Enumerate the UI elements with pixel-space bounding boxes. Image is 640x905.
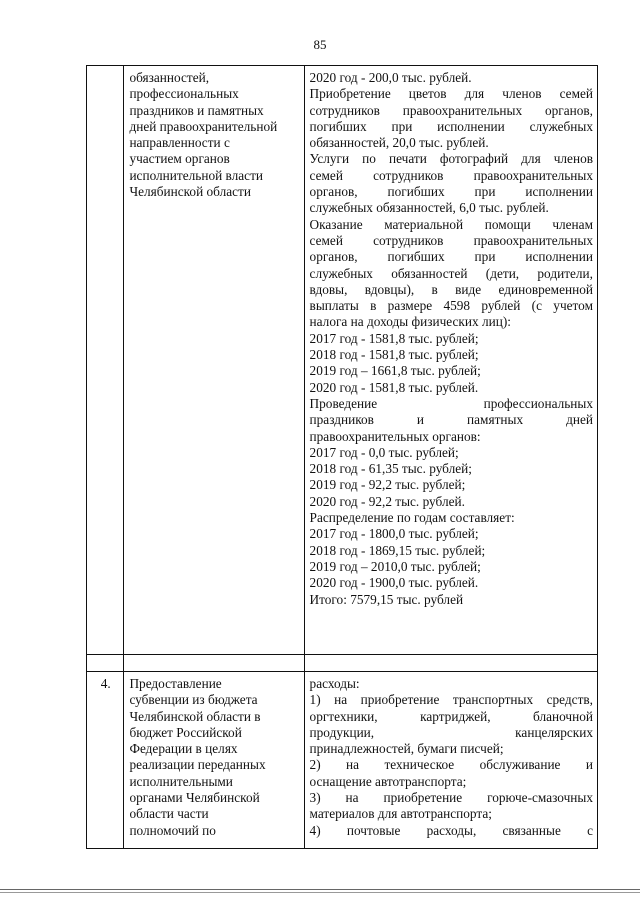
description-line: 3) на приобретение горюче-смазочных [309, 790, 593, 806]
description-line: вдовы, вдовцы), в виде единовременной [309, 281, 593, 297]
description-line: сотрудников правоохранительных органов, [309, 102, 593, 118]
name-line: профессиональных [129, 86, 239, 102]
description-line: семей сотрудников правоохранительных [309, 167, 593, 183]
description-line: погибших при исполнении служебных [309, 118, 593, 134]
description-line: 4) почтовые расходы, связанные с [309, 822, 593, 838]
description-line: 2018 год - 1581,8 тыс. рублей; [309, 347, 479, 363]
name-line: дней правоохранительной [129, 118, 278, 134]
description-line: 2020 год - 1581,8 тыс. рублей. [309, 379, 479, 395]
description-line: 2019 год – 1661,8 тыс. рублей; [309, 363, 481, 379]
row-number-cell: 4. [87, 672, 124, 849]
table-row [87, 66, 598, 655]
name-line: полномочий по [129, 822, 216, 838]
document-table [86, 65, 598, 849]
description-line: Приобретение цветов для членов семей [309, 86, 593, 102]
event-name-cell [124, 672, 304, 849]
description-line: 2020 год - 92,2 тыс. рублей. [309, 493, 465, 509]
table-row [87, 672, 598, 849]
footer-divider [0, 892, 640, 893]
description-line: Оказание материальной помощи членам [309, 216, 593, 232]
name-line: Предоставление [129, 676, 222, 691]
event-description-cell [304, 66, 597, 655]
description-line: 2020 год - 200,0 тыс. рублей. [309, 70, 472, 85]
description-line: 2018 год - 1869,15 тыс. рублей; [309, 542, 486, 558]
description-line: Распределение по годам составляет: [309, 510, 515, 526]
description-line: органов, погибших при исполнении [309, 184, 593, 200]
name-line: исполнительными [129, 773, 233, 789]
name-line: субвенции из бюджета [129, 692, 258, 708]
spacer-cell [124, 655, 304, 672]
page-number: 85 [313, 37, 327, 52]
description-line: Услуги по печати фотографий для членов [309, 151, 593, 167]
description-line: правоохранительных органов: [309, 428, 481, 444]
description-line: продукции, канцелярских [309, 724, 593, 740]
event-description-cell [304, 672, 597, 849]
description-line: 2017 год - 1581,8 тыс. рублей; [309, 330, 479, 346]
event-name-cell [124, 66, 304, 655]
description-line: 1) на приобретение транспортных средств, [309, 692, 593, 708]
description-line: выплаты в размере 4598 рублей (с учетом [309, 298, 593, 314]
name-line: Челябинской области [129, 184, 251, 200]
name-line: направленности с [129, 135, 230, 151]
description-line: семей сотрудников правоохранительных [309, 232, 593, 248]
description-line: 2020 год - 1900,0 тыс. рублей. [309, 575, 479, 591]
description-line: служебных обязанностей (дети, родители, [309, 265, 593, 281]
name-line: бюджет Российской [129, 724, 242, 740]
description-line: Проведение профессиональных [309, 395, 593, 411]
description-line: оргтехники, картриджей, бланочной [309, 708, 593, 724]
name-line: органами Челябинской [129, 790, 260, 806]
name-line: области части [129, 806, 209, 822]
name-line: праздников и памятных [129, 102, 264, 118]
description-line: 2019 год - 92,2 тыс. рублей; [309, 477, 466, 493]
description-line: принадлежностей, бумаги писчей; [309, 741, 504, 757]
spacer-cell [87, 655, 124, 672]
name-line: исполнительной власти [129, 167, 263, 183]
table-spacer [87, 655, 598, 672]
description-line: 2018 год - 61,35 тыс. рублей; [309, 461, 472, 477]
footer-divider [0, 889, 640, 890]
name-line: участием органов [129, 151, 230, 167]
name-line: обязанностей, [129, 70, 210, 85]
name-line: Федерации в целях [129, 741, 238, 757]
description-line: обязанностей, 20,0 тыс. рублей. [309, 135, 489, 151]
description-line: оснащение автотранспорта; [309, 773, 467, 789]
description-line: органов, погибших при исполнении [309, 249, 593, 265]
description-line: налога на доходы физических лиц): [309, 314, 511, 330]
description-line: 2017 год - 0,0 тыс. рублей; [309, 444, 459, 460]
description-line: 2019 год – 2010,0 тыс. рублей; [309, 558, 481, 574]
description-line: праздников и памятных дней [309, 412, 593, 428]
description-line: материалов для автотранспорта; [309, 806, 492, 822]
description-line: 2017 год - 1800,0 тыс. рублей; [309, 526, 479, 542]
spacer-cell [304, 655, 597, 672]
description-line: Итого: 7579,15 тыс. рублей [309, 591, 464, 607]
name-line: реализации переданных [129, 757, 266, 773]
description-line: служебных обязанностей, 6,0 тыс. рублей. [309, 200, 549, 216]
description-line: 2) на техническое обслуживание и [309, 757, 593, 773]
row-number-cell [87, 66, 124, 655]
name-line: Челябинской области в [129, 708, 261, 724]
description-line: расходы: [309, 676, 360, 691]
